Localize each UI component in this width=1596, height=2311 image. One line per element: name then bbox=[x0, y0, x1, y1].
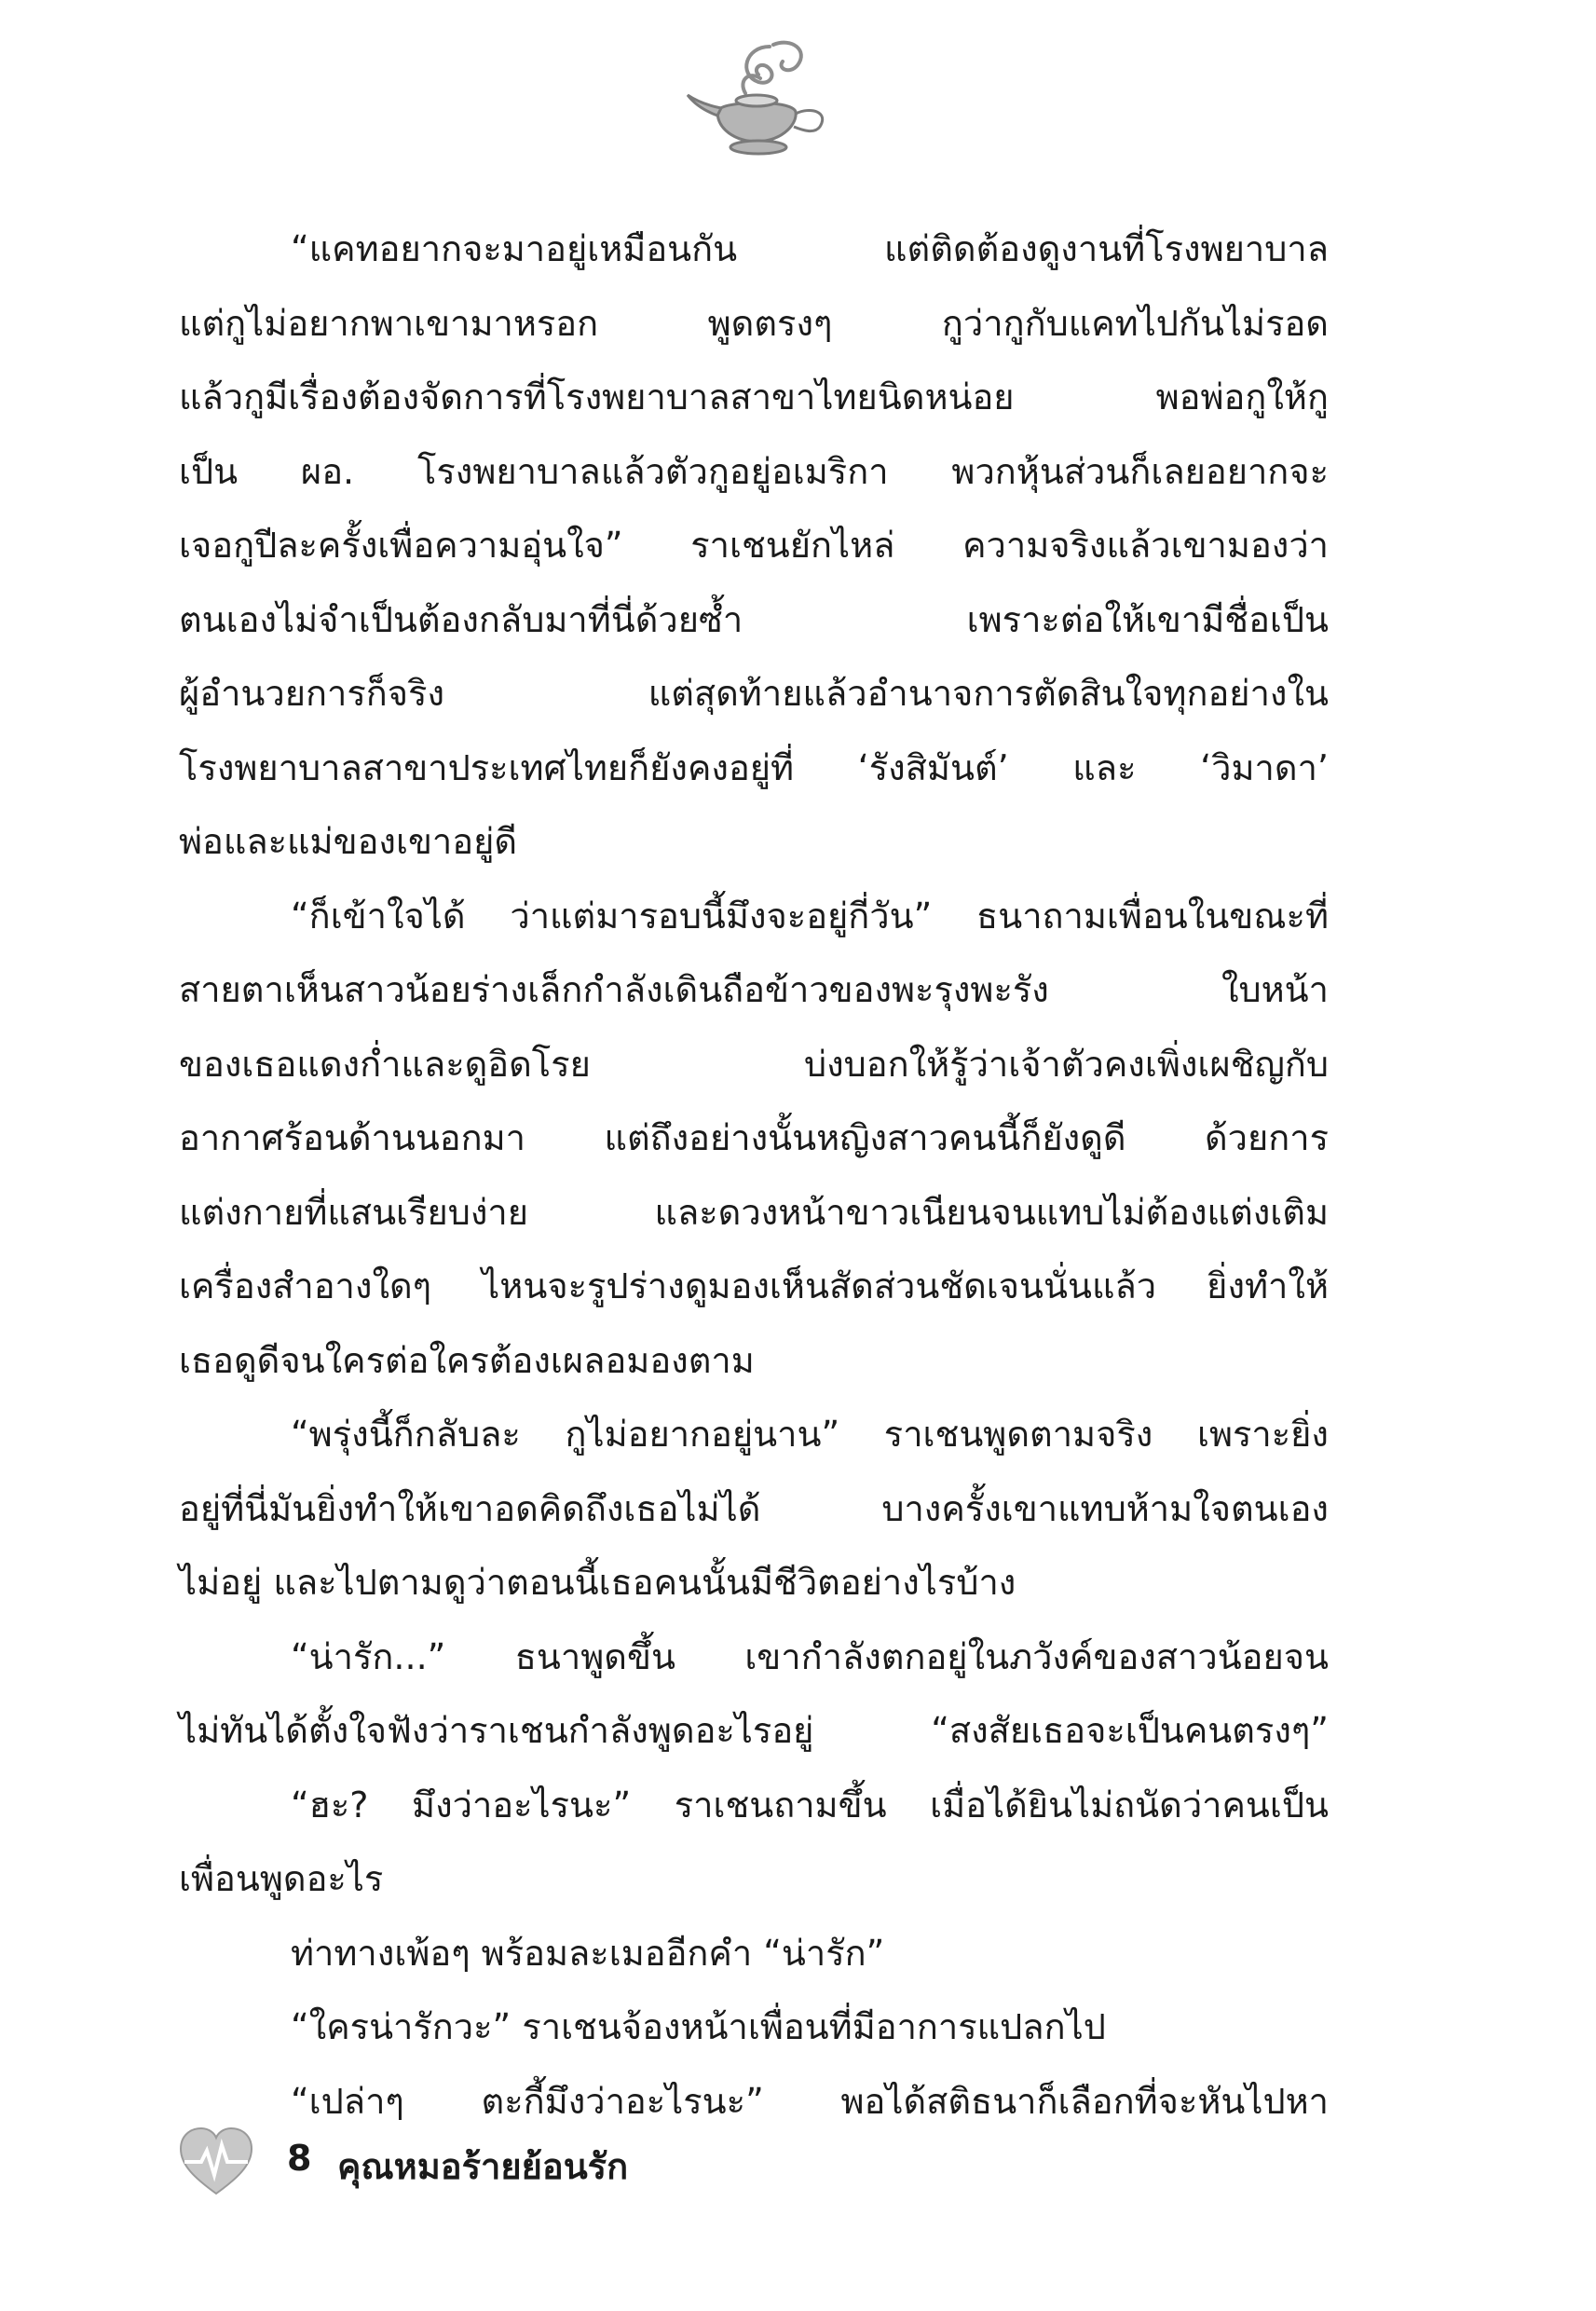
text-line: เจอกูปีละครั้งเพื่อความอุ่นใจ” ราเชนยักไหล่ ความจริงแล้วเขามองว่า bbox=[179, 525, 1329, 566]
text-line: ท่าทางเพ้อๆ พร้อมละเมออีกคำ “น่ารัก” bbox=[291, 1932, 885, 1974]
text-line: “ใครน่ารักวะ” ราเชนจ้องหน้าเพื่อนที่มีอาการแปลกไป bbox=[291, 2006, 1106, 2047]
text-line: ไม่ทันได้ตั้งใจฟังว่าราเชนกำลังพูดอะไรอยู่ “สงสัยเธอจะเป็นคนตรงๆ” bbox=[179, 1710, 1329, 1751]
text-line: “ฮะ? มึงว่าอะไรนะ” ราเชนถามขึ้น เมื่อได้ยินไม่ถนัดว่าคนเป็น bbox=[291, 1784, 1329, 1826]
heart-heartbeat-icon bbox=[177, 2125, 255, 2197]
text-line: เครื่องสำอางใดๆ ไหนจะรูปร่างดูมองเห็นสัดส่วนชัดเจนนั่นแล้ว ยิ่งทำให้ bbox=[179, 1265, 1329, 1306]
text-line: “พรุ่งนี้ก็กลับละ กูไม่อยากอยู่นาน” ราเชนพูดตามจริง เพราะยิ่ง bbox=[291, 1414, 1329, 1455]
text-line: “น่ารัก...” ธนาพูดขึ้น เขากำลังตกอยู่ในภวังค์ของสาวน้อยจน bbox=[291, 1635, 1329, 1677]
text-line: ไม่อยู่ และไปตามดูว่าตอนนี้เธอคนนั้นมีชีวิตอย่างไรบ้าง bbox=[179, 1562, 1016, 1603]
text-line: ของเธอแดงก่ำและดูอิดโรย บ่งบอกให้รู้ว่าเจ้าตัวคงเพิ่งเผชิญกับ bbox=[179, 1043, 1329, 1085]
text-line: แต่งกายที่แสนเรียบง่าย และดวงหน้าขาวเนียนจนแทบไม่ต้องแต่งเติม bbox=[179, 1191, 1329, 1233]
page-number: 8 bbox=[287, 2138, 312, 2179]
text-line: อยู่ที่นี่มันยิ่งทำให้เขาอดคิดถึงเธอไม่ได้ บางครั้งเขาแทบห้ามใจตนเอง bbox=[179, 1487, 1329, 1529]
page-footer bbox=[177, 2125, 736, 2208]
text-line: “เปล่าๆ ตะกี้มึงว่าอะไรนะ” พอได้สติธนาก็เลือกที่จะหันไปหา bbox=[291, 2080, 1329, 2122]
text-line: ตนเองไม่จำเป็นต้องกลับมาที่นี่ด้วยซ้ำ เพราะต่อให้เขามีชื่อเป็น bbox=[179, 598, 1329, 640]
text-line: เพื่อนพูดอะไร bbox=[179, 1858, 384, 1899]
magic-lamp-icon bbox=[680, 37, 848, 168]
text-line: ผู้อำนวยการก็จริง แต่สุดท้ายแล้วอำนาจการตัดสินใจทุกอย่างใน bbox=[179, 673, 1329, 714]
text-line: แล้วกูมีเรื่องต้องจัดการที่โรงพยาบาลสาขาไทยนิดหน่อย พอพ่อกูให้กู bbox=[179, 376, 1329, 417]
text-line: โรงพยาบาลสาขาประเทศไทยก็ยังคงอยู่ที่ ‘รังสิมันต์’ และ ‘วิมาดา’ bbox=[179, 746, 1329, 788]
text-line: เป็น ผอ. โรงพยาบาลแล้วตัวกูอยู่อเมริกา พวกหุ้นส่วนก็เลยอยากจะ bbox=[179, 450, 1329, 492]
body-text bbox=[179, 212, 1329, 2139]
text-line: สายตาเห็นสาวน้อยร่างเล็กกำลังเดินถือข้าวของพะรุงพะรัง ใบหน้า bbox=[179, 969, 1329, 1010]
book-title: คุณหมอร้ายย้อนรัก bbox=[337, 2146, 629, 2187]
text-line: แต่กูไม่อยากพาเขามาหรอก พูดตรงๆ กูว่ากูกับแคทไปกันไม่รอด bbox=[179, 302, 1329, 344]
text-line: อากาศร้อนด้านนอกมา แต่ถึงอย่างนั้นหญิงสาวคนนี้ก็ยังดูดี ด้วยการ bbox=[179, 1117, 1329, 1158]
text-line: พ่อและแม่ของเขาอยู่ดี bbox=[179, 821, 518, 862]
text-line: “แคทอยากจะมาอยู่เหมือนกัน แต่ติดต้องดูงานที่โรงพยาบาล bbox=[291, 228, 1329, 269]
text-line: เธอดูดีจนใครต่อใครต้องเผลอมองตาม bbox=[179, 1339, 755, 1381]
text-line: “ก็เข้าใจได้ ว่าแต่มารอบนี้มึงจะอยู่กี่วัน” ธนาถามเพื่อนในขณะที่ bbox=[291, 895, 1329, 937]
